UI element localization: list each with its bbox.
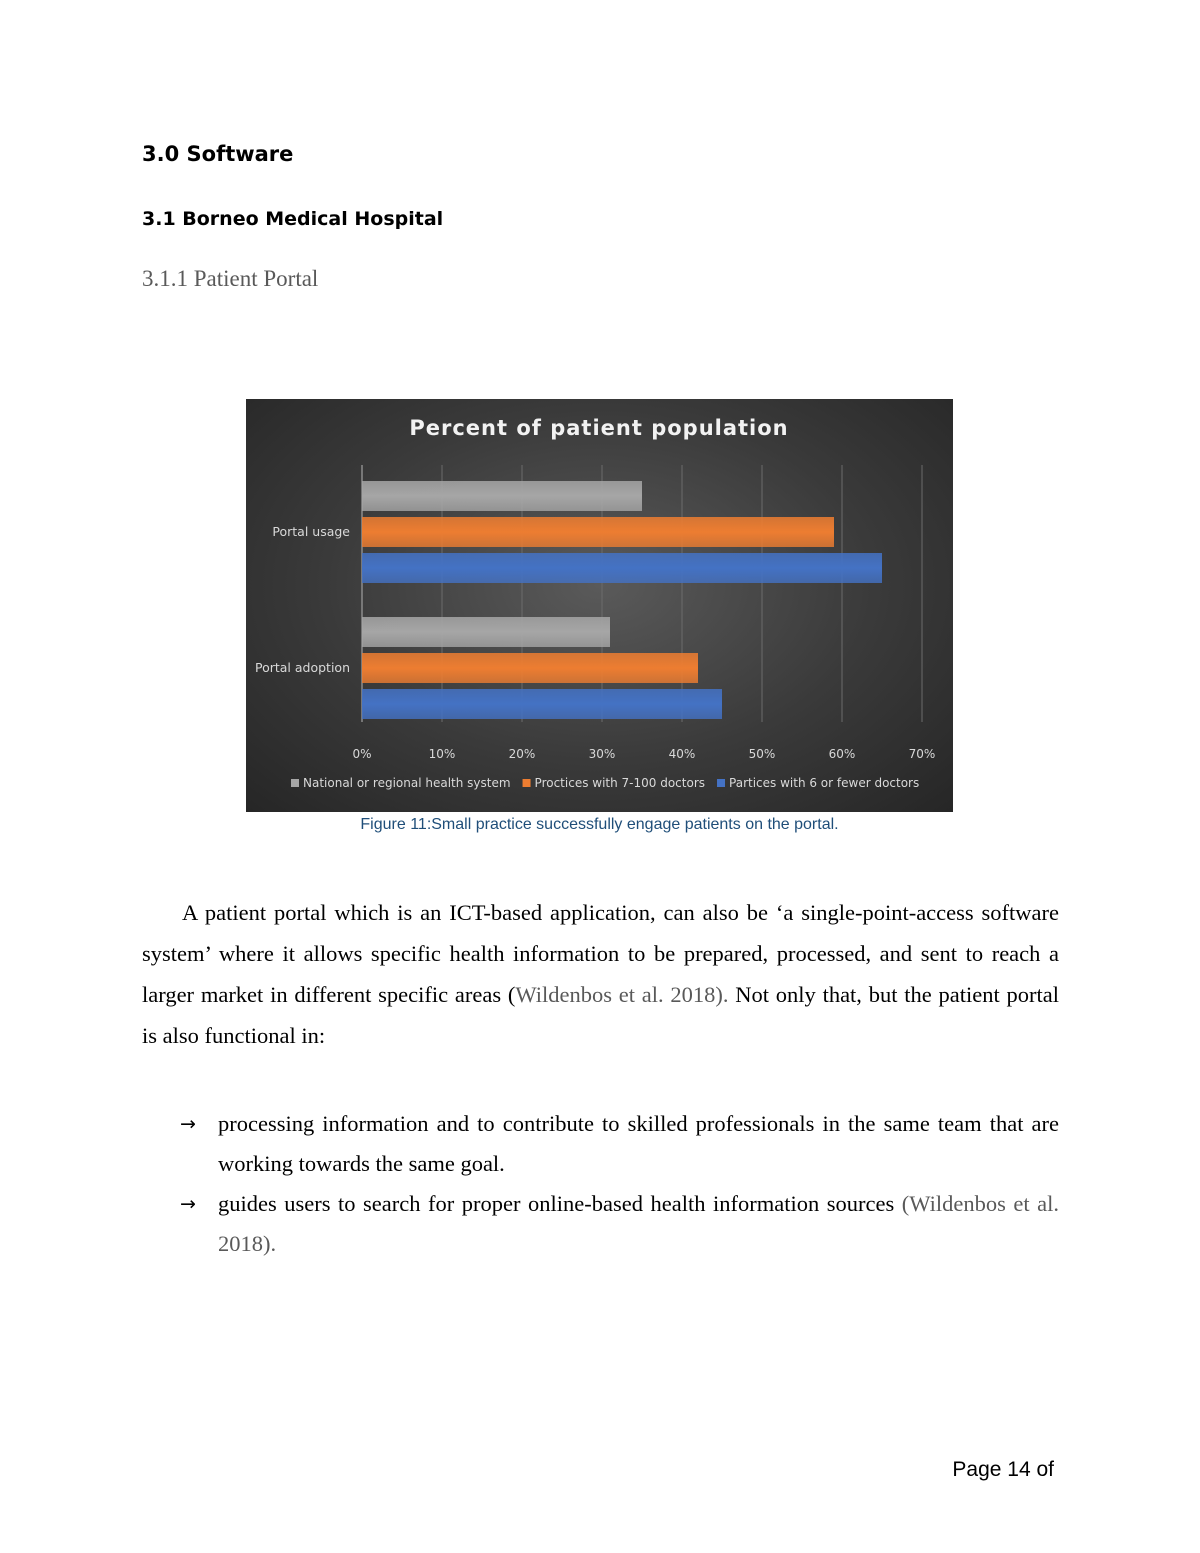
list-item — [180, 1184, 1059, 1264]
x-tick-label: 30% — [588, 747, 616, 761]
legend-swatch — [717, 779, 725, 787]
bar-chart — [246, 399, 953, 812]
x-tick-label: 70% — [908, 747, 936, 761]
x-tick-label: 40% — [668, 747, 696, 761]
x-tick-label: 60% — [828, 747, 856, 761]
subsection-heading: 3.1 Borneo Medical Hospital — [142, 208, 444, 230]
bullet-citation: (Wildenbos et al. 2018). — [218, 1191, 1059, 1256]
figure-caption: Figure 11:Small practice successfully engage patients on the portal. — [360, 816, 839, 833]
chart-figure — [246, 399, 953, 812]
y-category-label: Portal adoption — [254, 660, 350, 675]
arrow-right-icon: → — [180, 1113, 196, 1135]
bullet-text: processing information and to contribute to skilled professionals in the same team that are working towards the same goal. — [218, 1111, 1059, 1176]
x-tick-label: 50% — [748, 747, 776, 761]
paragraph-citation: Wildenbos et al. 2018). — [515, 982, 729, 1007]
paragraph-text-end: Not only that, but the patient portal is also functional in: — [142, 982, 1059, 1048]
bar — [362, 553, 882, 583]
chart-title: Percent of patient population — [409, 416, 789, 440]
legend-swatch — [523, 779, 531, 787]
x-tick-label: 0% — [352, 747, 372, 761]
page-number: Page 14 of — [952, 1458, 1054, 1481]
subsubsection-heading: 3.1.1 Patient Portal — [142, 266, 319, 291]
x-tick-label: 20% — [508, 747, 536, 761]
list-item — [180, 1104, 1059, 1184]
bar — [362, 617, 610, 647]
bar — [362, 517, 834, 547]
bar — [362, 481, 642, 511]
section-heading: 3.0 Software — [142, 142, 294, 166]
x-tick-label: 10% — [428, 747, 456, 761]
bar — [362, 689, 722, 719]
legend-label: National or regional health system — [303, 776, 511, 790]
body-paragraph — [142, 892, 1059, 1056]
legend-swatch — [291, 779, 299, 787]
bullet-text: guides users to search for proper online-based health information sources — [218, 1191, 902, 1216]
bar — [362, 653, 698, 683]
y-category-label: Portal usage — [272, 524, 350, 539]
legend-label: Proctices with 7-100 doctors — [534, 776, 706, 790]
paragraph-text: A patient portal which is an ICT-based application, can also be ‘a single-point-access software system’ where it allows specific health information to be prepared, processed, and sent to reach a larger market in different specific areas ( — [142, 900, 1059, 1007]
arrow-right-icon: → — [180, 1193, 196, 1215]
bullet-list — [180, 1104, 1059, 1264]
legend-label: Partices with 6 or fewer doctors — [729, 776, 920, 790]
